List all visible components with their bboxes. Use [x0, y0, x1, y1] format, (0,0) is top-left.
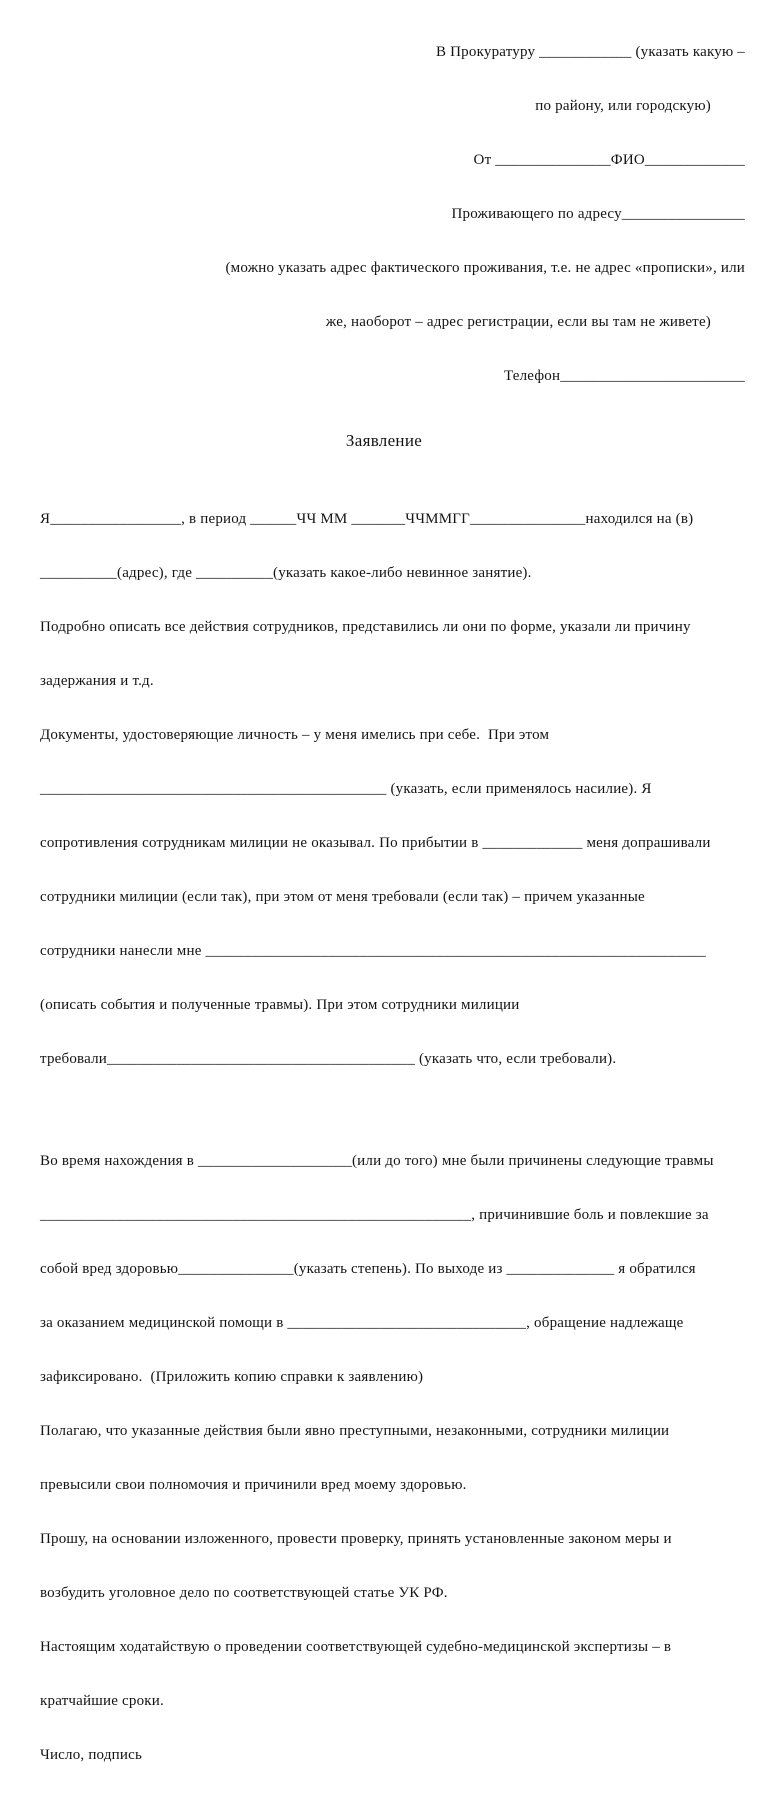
recipient-line-phone: Телефон________________________: [503, 368, 745, 384]
document-line: Документы, удостоверяющие личность – у меня имелись при себе. При этом: [40, 727, 550, 743]
document-line: _____________________________________________ (указать, если применялось насилие). Я: [40, 781, 652, 797]
recipient-block: [0, 0, 768, 421]
document-line: кратчайшие сроки.: [40, 1693, 164, 1709]
document-line: сопротивления сотрудникам милиции не оказывал. По прибытии в _____________ меня допрашивали: [40, 835, 711, 851]
document-line: превысили свои полномочия и причинили вред моему здоровью.: [40, 1477, 467, 1493]
recipient-line-from-fio: От _______________ФИО_____________: [473, 152, 745, 168]
document-line: собой вред здоровью_______________(указать степень). По выходе из ______________ я обратился: [40, 1261, 696, 1277]
document-line: за оказанием медицинской помощи в _______________________________, обращение надлежаще: [40, 1315, 684, 1331]
document-line: сотрудники нанесли мне _________________________________________________________________: [40, 943, 706, 959]
document-line: (описать события и полученные травмы). При этом сотрудники милиции: [40, 997, 520, 1013]
recipient-line-address-note-2: же, наоборот – адрес регистрации, если вы там не живете): [325, 314, 711, 330]
document-title: Заявление: [345, 431, 423, 450]
recipient-line-address-note-1: (можно указать адрес фактического проживания, т.е. не адрес «прописки», или: [225, 260, 745, 276]
document-line: Число, подпись: [40, 1747, 142, 1763]
recipient-line-district: по району, или городскую): [535, 98, 711, 114]
document-line: Подробно описать все действия сотрудников, представились ли они по форме, указали ли причину: [40, 619, 691, 635]
document-line: Прошу, на основании изложенного, провести проверку, принять установленные законом меры и: [40, 1531, 672, 1547]
document-line: требовали________________________________________ (указать что, если требовали).: [40, 1051, 617, 1067]
document-line: Настоящим ходатайствую о проведении соответствующей судебно-медицинской экспертизы – в: [40, 1639, 672, 1655]
document-line: задержания и т.д.: [40, 673, 154, 689]
document-line: сотрудники милиции (если так), при этом от меня требовали (если так) – причем указанные: [40, 889, 645, 905]
statement-paragraph-1: [0, 474, 768, 1104]
document-line: __________(адрес), где __________(указать какое-либо невинное занятие).: [40, 565, 532, 581]
document-line: зафиксировано. (Приложить копию справки к заявлению): [40, 1369, 424, 1385]
document-line: возбудить уголовное дело по соответствующей статье УК РФ.: [40, 1585, 448, 1601]
statement-paragraph-2: [0, 1116, 768, 1800]
recipient-line-prosecutor: В Прокуратуру ____________ (указать какую –: [436, 44, 745, 60]
recipient-line-address: Проживающего по адресу________________: [451, 206, 745, 222]
document-line: Во время нахождения в ____________________(или до того) мне были причинены следующие травмы: [40, 1153, 714, 1169]
document-line: ________________________________________________________, причинившие боль и повлекшие за: [40, 1207, 709, 1223]
document-line: Я_________________, в период ______ЧЧ ММ _______ЧЧММГГ_______________находился на (в): [40, 511, 694, 527]
document-line: Полагаю, что указанные действия были явно преступными, незаконными, сотрудники милиции: [40, 1423, 670, 1439]
